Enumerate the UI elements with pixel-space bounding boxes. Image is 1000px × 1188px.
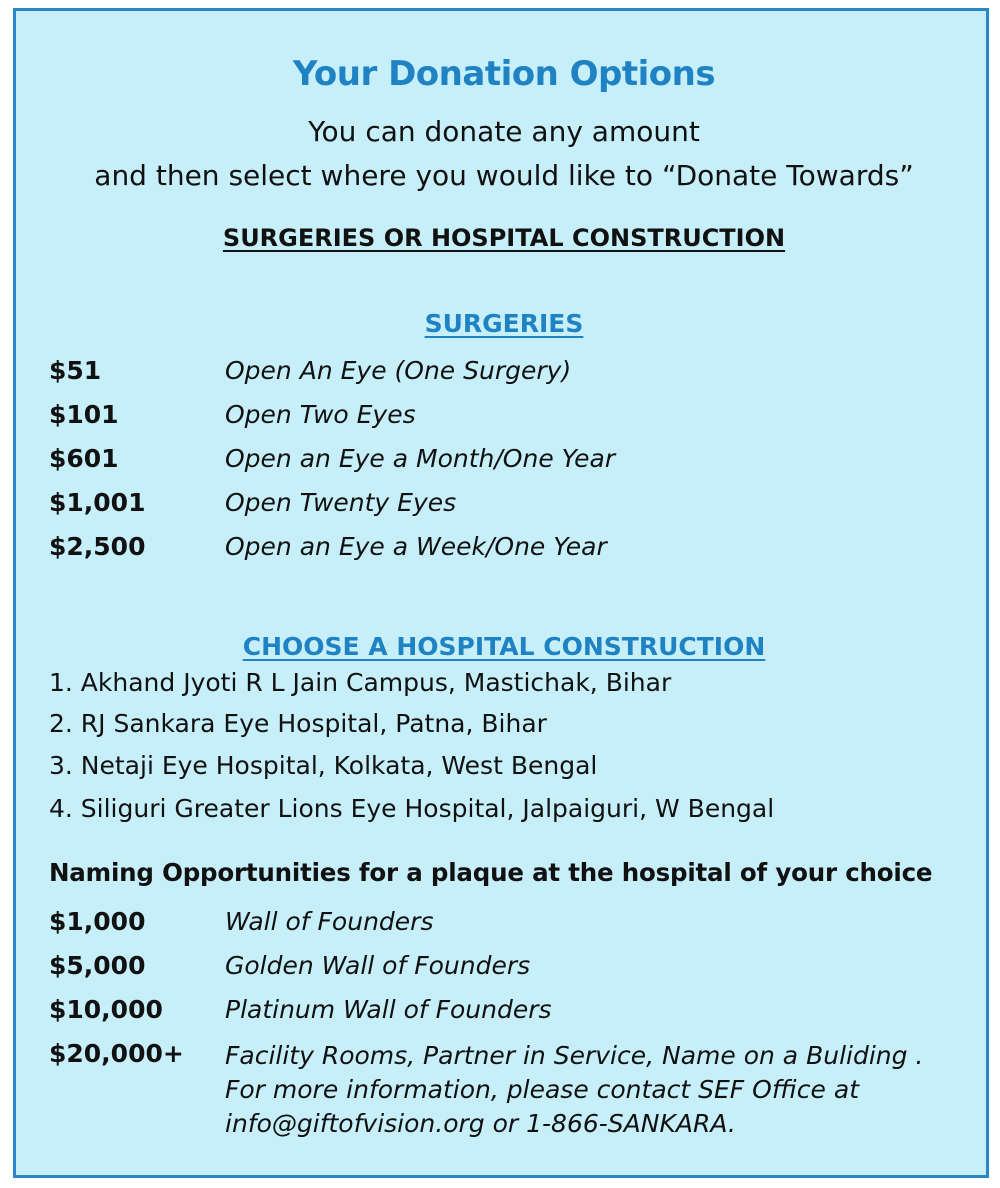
surgery-option: [49, 356, 979, 396]
naming-amount: $10,000: [49, 995, 163, 1024]
hospital-construction-heading: CHOOSE A HOSPITAL CONSTRUCTION: [242, 632, 766, 661]
hospital-list-item: 3. Netaji Eye Hospital, Kolkata, West Bengal: [49, 751, 598, 780]
naming-description: Facility Rooms, Partner in Service, Name on a Buliding . For more information, please contact SEF Office at info@giftofvision.org or 1-866-SANKARA.: [225, 1041, 924, 1138]
surgery-description: Open an Eye a Month/One Year: [225, 444, 616, 473]
page-title: Your Donation Options: [292, 54, 716, 94]
surgery-option: [49, 532, 979, 572]
subtitle-line-1: You can donate any amount: [308, 115, 700, 148]
surgeries-heading: SURGERIES: [424, 309, 584, 338]
naming-opportunities-heading: Naming Opportunities for a plaque at the hospital of your choice: [49, 858, 933, 887]
surgery-amount: $51: [49, 356, 102, 385]
surgery-amount: $601: [49, 444, 119, 473]
naming-option: [49, 951, 979, 991]
naming-option: [49, 1039, 979, 1149]
hospital-list-item: 2. RJ Sankara Eye Hospital, Patna, Bihar: [49, 709, 547, 738]
naming-amount: $1,000: [49, 907, 146, 936]
surgery-amount: $1,001: [49, 488, 146, 517]
surgery-description: Open Twenty Eyes: [225, 488, 457, 517]
surgery-option: [49, 488, 979, 528]
surgery-amount: $2,500: [49, 532, 146, 561]
naming-description: Platinum Wall of Founders: [225, 995, 552, 1024]
donation-options-panel: [13, 8, 989, 1178]
naming-option: [49, 907, 979, 947]
surgery-option: [49, 400, 979, 440]
main-heading: SURGERIES OR HOSPITAL CONSTRUCTION: [222, 224, 786, 252]
naming-amount: $20,000+: [49, 1039, 184, 1068]
surgery-option: [49, 444, 979, 484]
surgery-description: Open an Eye a Week/One Year: [225, 532, 607, 561]
hospital-list-item: 4. Siliguri Greater Lions Eye Hospital, Jalpaiguri, W Bengal: [49, 794, 775, 823]
surgery-description: Open Two Eyes: [225, 400, 416, 429]
naming-description: Wall of Founders: [225, 907, 434, 936]
naming-amount: $5,000: [49, 951, 146, 980]
naming-description: Golden Wall of Founders: [225, 951, 531, 980]
surgery-description: Open An Eye (One Surgery): [225, 356, 572, 385]
hospital-list-item: 1. Akhand Jyoti R L Jain Campus, Mastichak, Bihar: [49, 668, 672, 697]
surgery-amount: $101: [49, 400, 119, 429]
naming-option: [49, 995, 979, 1035]
subtitle-line-2: and then select where you would like to “Donate Towards”: [94, 159, 914, 192]
